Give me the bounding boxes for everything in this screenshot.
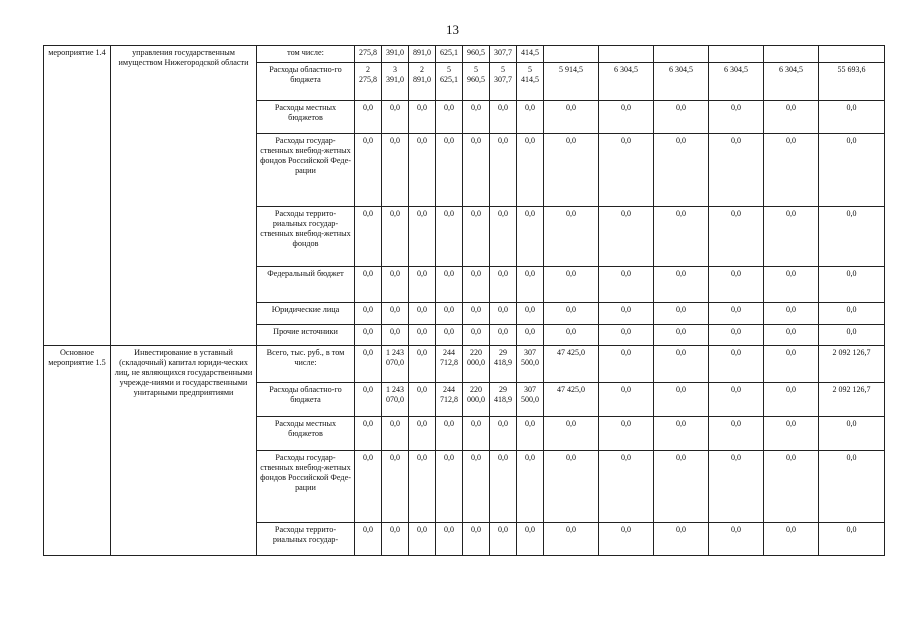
year-value: 0,0 <box>764 523 819 556</box>
year-value: 0,0 <box>517 134 544 207</box>
activity-name: управления государственным имуществом Нижегородской области <box>111 46 257 346</box>
year-value: 0,0 <box>355 417 382 451</box>
total-value <box>819 46 885 63</box>
year-value: 0,0 <box>544 451 599 523</box>
year-value: 0,0 <box>654 523 709 556</box>
year-value: 0,0 <box>463 303 490 325</box>
year-value: 0,0 <box>599 523 654 556</box>
year-value: 0,0 <box>436 325 463 346</box>
year-value: 0,0 <box>463 207 490 267</box>
year-value: 0,0 <box>709 383 764 417</box>
total-value: 0,0 <box>819 134 885 207</box>
year-value: 0,0 <box>709 207 764 267</box>
year-value: 6 304,5 <box>599 63 654 101</box>
year-value: 0,0 <box>517 267 544 303</box>
year-value: 0,0 <box>355 207 382 267</box>
year-value: 0,0 <box>544 523 599 556</box>
year-value: 0,0 <box>764 417 819 451</box>
year-value: 0,0 <box>490 417 517 451</box>
year-value: 0,0 <box>355 101 382 134</box>
funding-source: Юридические лица <box>257 303 355 325</box>
year-value: 0,0 <box>764 207 819 267</box>
year-value: 0,0 <box>599 267 654 303</box>
year-value: 0,0 <box>382 417 409 451</box>
year-value: 0,0 <box>764 101 819 134</box>
year-value: 0,0 <box>409 325 436 346</box>
funding-source: Федеральный бюджет <box>257 267 355 303</box>
year-value: 0,0 <box>599 101 654 134</box>
year-value: 0,0 <box>355 303 382 325</box>
total-value: 2 092 126,7 <box>819 383 885 417</box>
year-value: 0,0 <box>599 303 654 325</box>
year-value: 307 500,0 <box>517 383 544 417</box>
year-value: 220 000,0 <box>463 383 490 417</box>
year-value: 0,0 <box>436 267 463 303</box>
year-value: 391,0 <box>382 46 409 63</box>
year-value: 0,0 <box>436 523 463 556</box>
year-value: 5 914,5 <box>544 63 599 101</box>
year-value: 0,0 <box>463 417 490 451</box>
total-value: 0,0 <box>819 451 885 523</box>
year-value: 0,0 <box>355 134 382 207</box>
year-value: 307,7 <box>490 46 517 63</box>
year-value: 5 960,5 <box>463 63 490 101</box>
funding-source: Всего, тыс. руб., в том числе: <box>257 346 355 383</box>
year-value: 0,0 <box>654 303 709 325</box>
year-value: 3 391,0 <box>382 63 409 101</box>
year-value: 275,8 <box>355 46 382 63</box>
year-value: 0,0 <box>517 207 544 267</box>
year-value: 0,0 <box>654 101 709 134</box>
year-value: 0,0 <box>409 451 436 523</box>
year-value: 2 891,0 <box>409 63 436 101</box>
budget-table <box>43 45 885 556</box>
year-value: 0,0 <box>654 267 709 303</box>
year-value: 307 500,0 <box>517 346 544 383</box>
year-value: 0,0 <box>654 207 709 267</box>
year-value: 0,0 <box>490 134 517 207</box>
year-value: 0,0 <box>436 101 463 134</box>
year-value: 0,0 <box>409 417 436 451</box>
year-value: 0,0 <box>709 417 764 451</box>
year-value: 0,0 <box>709 523 764 556</box>
total-value: 55 693,6 <box>819 63 885 101</box>
year-value: 244 712,8 <box>436 346 463 383</box>
year-value: 1 243 070,0 <box>382 346 409 383</box>
year-value: 0,0 <box>764 303 819 325</box>
year-value: 0,0 <box>764 325 819 346</box>
year-value: 0,0 <box>463 267 490 303</box>
year-value: 0,0 <box>517 417 544 451</box>
year-value: 0,0 <box>709 267 764 303</box>
funding-source: Расходы террито-риальных государ- <box>257 523 355 556</box>
year-value: 0,0 <box>490 207 517 267</box>
year-value: 0,0 <box>544 267 599 303</box>
year-value: 6 304,5 <box>764 63 819 101</box>
year-value: 0,0 <box>517 451 544 523</box>
activity-name: Инвестирование в уставный (складочный) капитал юриди-ческих лиц, не являющихся государственными учрежде-ниями и государственными унитарными предприятиями <box>111 346 257 556</box>
year-value: 5 625,1 <box>436 63 463 101</box>
year-value: 0,0 <box>409 383 436 417</box>
funding-source: Расходы террито-риальных государ-ственных внебюд-жетных фондов <box>257 207 355 267</box>
year-value: 414,5 <box>517 46 544 63</box>
year-value: 0,0 <box>490 303 517 325</box>
year-value: 0,0 <box>382 101 409 134</box>
year-value: 0,0 <box>654 451 709 523</box>
year-value: 0,0 <box>517 523 544 556</box>
year-value: 0,0 <box>355 523 382 556</box>
year-value <box>544 46 599 63</box>
activity-code: Основное мероприятие 1.5 <box>44 346 111 556</box>
year-value: 0,0 <box>517 325 544 346</box>
year-value: 0,0 <box>463 101 490 134</box>
year-value: 0,0 <box>355 346 382 383</box>
year-value: 0,0 <box>409 346 436 383</box>
year-value: 0,0 <box>544 134 599 207</box>
year-value: 29 418,9 <box>490 346 517 383</box>
year-value: 0,0 <box>709 451 764 523</box>
year-value: 0,0 <box>517 303 544 325</box>
year-value: 891,0 <box>409 46 436 63</box>
year-value: 0,0 <box>599 383 654 417</box>
year-value: 0,0 <box>654 325 709 346</box>
year-value <box>764 46 819 63</box>
year-value: 0,0 <box>599 134 654 207</box>
funding-source: Расходы областно-го бюджета <box>257 63 355 101</box>
year-value: 47 425,0 <box>544 383 599 417</box>
year-value: 0,0 <box>355 451 382 523</box>
year-value: 0,0 <box>654 346 709 383</box>
year-value: 0,0 <box>490 101 517 134</box>
year-value: 0,0 <box>409 101 436 134</box>
year-value: 0,0 <box>599 325 654 346</box>
year-value: 0,0 <box>490 523 517 556</box>
year-value: 0,0 <box>409 267 436 303</box>
funding-source: том числе: <box>257 46 355 63</box>
year-value: 0,0 <box>436 451 463 523</box>
total-value: 0,0 <box>819 523 885 556</box>
year-value: 0,0 <box>409 303 436 325</box>
year-value: 0,0 <box>654 134 709 207</box>
year-value: 0,0 <box>599 346 654 383</box>
year-value: 0,0 <box>654 417 709 451</box>
year-value: 6 304,5 <box>709 63 764 101</box>
year-value: 0,0 <box>544 325 599 346</box>
year-value: 0,0 <box>382 325 409 346</box>
year-value: 0,0 <box>382 207 409 267</box>
year-value: 0,0 <box>382 451 409 523</box>
year-value: 244 712,8 <box>436 383 463 417</box>
funding-source: Расходы местных бюджетов <box>257 417 355 451</box>
year-value: 0,0 <box>709 134 764 207</box>
year-value: 960,5 <box>463 46 490 63</box>
year-value: 0,0 <box>709 303 764 325</box>
year-value: 0,0 <box>436 134 463 207</box>
year-value: 0,0 <box>764 383 819 417</box>
year-value: 0,0 <box>355 383 382 417</box>
year-value: 47 425,0 <box>544 346 599 383</box>
year-value: 0,0 <box>463 325 490 346</box>
year-value: 0,0 <box>409 207 436 267</box>
funding-source: Расходы государ-ственных внебюд-жетных фондов Российской Феде-рации <box>257 451 355 523</box>
year-value: 5 414,5 <box>517 63 544 101</box>
funding-source: Расходы местных бюджетов <box>257 101 355 134</box>
year-value: 0,0 <box>490 451 517 523</box>
year-value: 0,0 <box>382 134 409 207</box>
year-value: 1 243 070,0 <box>382 383 409 417</box>
year-value: 0,0 <box>599 451 654 523</box>
year-value: 0,0 <box>709 101 764 134</box>
activity-code: мероприятие 1.4 <box>44 46 111 346</box>
year-value: 0,0 <box>463 523 490 556</box>
year-value: 0,0 <box>382 267 409 303</box>
page-number: 13 <box>446 22 459 37</box>
year-value: 0,0 <box>490 325 517 346</box>
year-value: 0,0 <box>654 383 709 417</box>
year-value: 0,0 <box>436 303 463 325</box>
year-value: 625,1 <box>436 46 463 63</box>
year-value: 0,0 <box>463 451 490 523</box>
year-value: 0,0 <box>599 207 654 267</box>
funding-source: Расходы областно-го бюджета <box>257 383 355 417</box>
year-value: 0,0 <box>382 303 409 325</box>
year-value: 220 000,0 <box>463 346 490 383</box>
year-value: 0,0 <box>355 267 382 303</box>
total-value: 0,0 <box>819 267 885 303</box>
year-value: 0,0 <box>409 134 436 207</box>
funding-source: Прочие источники <box>257 325 355 346</box>
total-value: 0,0 <box>819 303 885 325</box>
year-value: 0,0 <box>709 325 764 346</box>
year-value: 0,0 <box>436 207 463 267</box>
total-value: 2 092 126,7 <box>819 346 885 383</box>
total-value: 0,0 <box>819 325 885 346</box>
year-value: 0,0 <box>764 134 819 207</box>
year-value: 0,0 <box>490 267 517 303</box>
year-value: 0,0 <box>544 303 599 325</box>
year-value: 0,0 <box>764 451 819 523</box>
year-value: 0,0 <box>517 101 544 134</box>
year-value: 0,0 <box>409 523 436 556</box>
year-value: 0,0 <box>544 101 599 134</box>
year-value: 0,0 <box>463 134 490 207</box>
year-value: 6 304,5 <box>654 63 709 101</box>
year-value: 5 307,7 <box>490 63 517 101</box>
year-value: 29 418,9 <box>490 383 517 417</box>
year-value: 2 275,8 <box>355 63 382 101</box>
year-value: 0,0 <box>599 417 654 451</box>
year-value: 0,0 <box>764 267 819 303</box>
total-value: 0,0 <box>819 101 885 134</box>
year-value <box>654 46 709 63</box>
total-value: 0,0 <box>819 417 885 451</box>
table-body <box>44 46 885 556</box>
year-value: 0,0 <box>709 346 764 383</box>
year-value: 0,0 <box>382 523 409 556</box>
table-row <box>44 346 885 383</box>
funding-source: Расходы государ-ственных внебюд-жетных фондов Российской Феде-рации <box>257 134 355 207</box>
year-value: 0,0 <box>544 417 599 451</box>
table-row <box>44 46 885 63</box>
total-value: 0,0 <box>819 207 885 267</box>
year-value: 0,0 <box>355 325 382 346</box>
year-value: 0,0 <box>764 346 819 383</box>
year-value: 0,0 <box>436 417 463 451</box>
year-value <box>599 46 654 63</box>
year-value: 0,0 <box>544 207 599 267</box>
year-value <box>709 46 764 63</box>
